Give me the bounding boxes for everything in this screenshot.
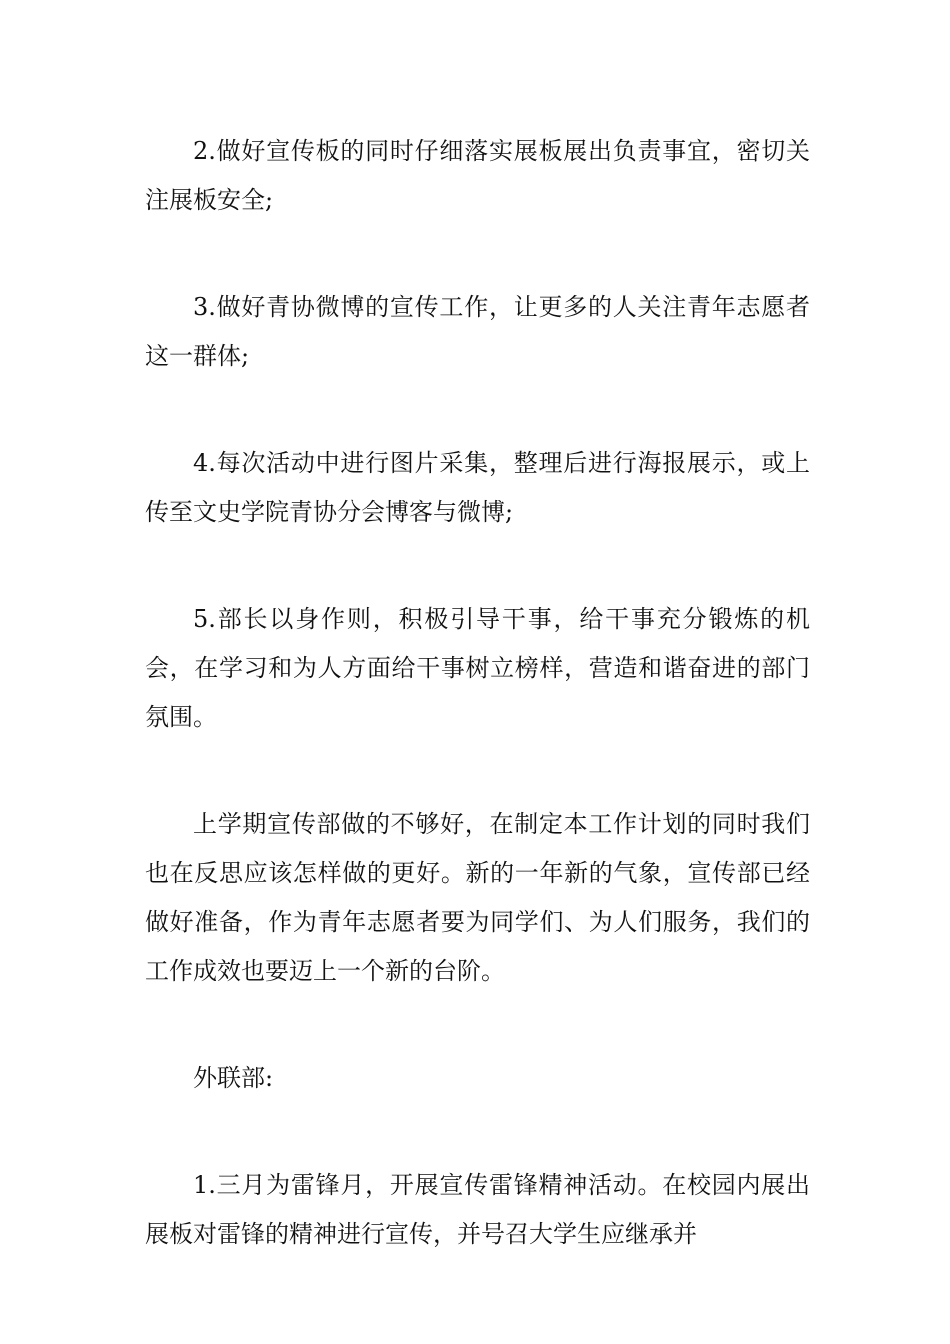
paragraph-item-5: 5.部长以身作则，积极引导干事，给干事充分锻炼的机会，在学习和为人方面给干事树立榜样，营造和谐奋进的部门氛围。 bbox=[145, 605, 810, 731]
document-page bbox=[145, 127, 810, 1311]
paragraph-item-4: 4.每次活动中进行图片采集，整理后进行海报展示，或上传至文史学院青协分会博客与微博; bbox=[145, 449, 810, 526]
paragraph-external-item-1: 1.三月为雷锋月，开展宣传雷锋精神活动。在校园内展出展板对雷锋的精神进行宣传，并号召大学生应继承并 bbox=[145, 1171, 810, 1248]
section-heading-external-relations: 外联部: bbox=[193, 1064, 274, 1092]
paragraph-summary: 上学期宣传部做的不够好，在制定本工作计划的同时我们也在反思应该怎样做的更好。新的一年新的气象，宣传部已经做好准备，作为青年志愿者要为同学们、为人们服务，我们的工作成效也要迈上一个新的台阶。 bbox=[145, 810, 810, 985]
paragraph-item-2: 2.做好宣传板的同时仔细落实展板展出负责事宜，密切关注展板安全; bbox=[145, 137, 810, 214]
paragraph-item-3: 3.做好青协微博的宣传工作，让更多的人关注青年志愿者这一群体; bbox=[145, 293, 810, 370]
